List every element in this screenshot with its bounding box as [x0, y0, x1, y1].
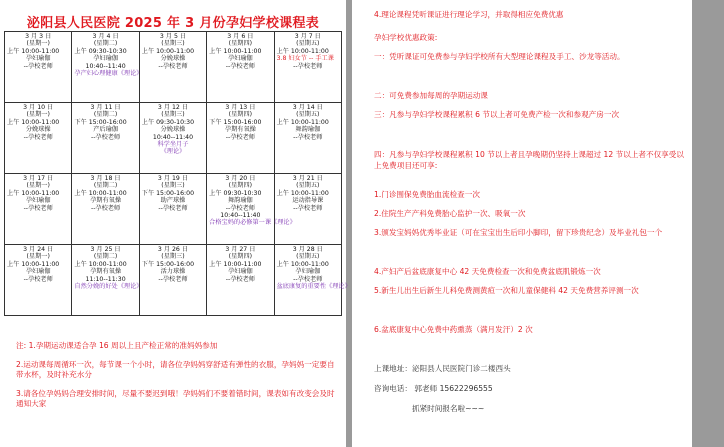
- cell-date: 3 月 25 日: [90, 246, 121, 253]
- cell-date: 3 月 28 日: [292, 246, 323, 253]
- policy-paragraph: 一：凭听课证可免费参与孕妇学校所有大型理论课程及手工、沙龙等活动。: [374, 52, 625, 61]
- class-line: 10:40--11:40: [85, 62, 126, 70]
- policy-paragraph: 二：可免费参加每周的孕期运动课: [374, 91, 488, 100]
- schedule-week-row: [5, 103, 342, 174]
- policy-paragraph: 5.新生儿出生后新生儿科免费测黄疸一次和儿童保健科 42 天免费营养评测一次: [374, 286, 639, 295]
- cell-date: 3 月 3 日: [25, 33, 52, 40]
- cell-weekday: (星期一): [26, 253, 50, 261]
- cell-weekday: (星期二): [93, 111, 118, 119]
- cell-date: 3 月 17 日: [23, 175, 54, 182]
- class-line: 上午 09:30-10:30: [74, 47, 127, 55]
- cell-date: 3 月 27 日: [225, 246, 256, 253]
- schedule-cell: [207, 103, 274, 174]
- schedule-cell: [72, 174, 139, 245]
- class-line: 上午 10:00-11:00: [7, 260, 60, 268]
- class-line: 孕期有氧操: [90, 268, 122, 276]
- policy-paragraph: 1.门诊围保免费胎血流检查一次: [374, 190, 480, 199]
- class-line: 科学坐月子: [157, 141, 189, 149]
- class-line: 下午 15:00-16:00: [141, 260, 195, 268]
- class-line: --孕校老师: [293, 62, 323, 70]
- class-line: 孕妇瑜伽: [25, 55, 51, 63]
- schedule-cell: [5, 32, 72, 103]
- cell-date: 3 月 7 日: [294, 33, 321, 40]
- cell-weekday: (星期二): [93, 253, 118, 261]
- schedule-cell: [72, 32, 143, 103]
- class-line: --孕校老师: [293, 275, 323, 283]
- contact-line: 咨询电话： 郭老师 15622296555: [374, 384, 493, 393]
- class-line: 分娩球操: [160, 55, 186, 63]
- class-line: 上午 10:00-11:00: [276, 260, 329, 268]
- class-line: 自然分娩的好处《理论》: [74, 283, 143, 291]
- cell-date: 3 月 4 日: [92, 33, 119, 40]
- cell-date: 3 月 26 日: [157, 246, 189, 253]
- class-line: 合格宝妈的必修第一课《理论》: [209, 219, 296, 227]
- class-line: --孕校老师: [293, 133, 323, 141]
- policy-paragraph: 三：凡参与孕妇学校课程累积 6 节以上者可免费产检一次和参观产房一次: [374, 110, 620, 119]
- right-page: [352, 0, 692, 447]
- cell-date: 3 月 14 日: [292, 104, 323, 111]
- class-line: 孕妇瑜伽: [25, 197, 51, 205]
- class-line: 舞韵瑜伽: [295, 126, 321, 134]
- cell-date: 3 月 12 日: [157, 104, 189, 111]
- class-line: --孕校老师: [293, 204, 323, 212]
- class-line: 上午 10:00-11:00: [276, 47, 329, 55]
- policy-paragraph: 孕妇学校优惠政策:: [374, 33, 438, 42]
- schedule-cell: [72, 103, 139, 174]
- class-line: --孕校老师: [23, 133, 53, 141]
- class-line: 上午 10:00-11:00: [7, 47, 60, 55]
- class-line: --孕校老师: [23, 62, 53, 70]
- cell-weekday: (星期五): [296, 253, 320, 261]
- cell-date: 3 月 21 日: [292, 175, 323, 182]
- cell-weekday: (星期一): [26, 40, 50, 48]
- class-line: 运动指导课: [292, 197, 324, 205]
- class-line: 分娩球操: [25, 126, 51, 134]
- class-line: --孕校老师: [225, 204, 255, 212]
- cell-weekday: (星期三): [161, 40, 185, 48]
- class-line: --孕校老师: [23, 275, 53, 283]
- class-line: 孕妇瑜伽: [227, 55, 253, 63]
- class-line: 3.8 妇女节 -- 手工课: [276, 55, 334, 63]
- page-title: 泌阳县人民医院 2025 年 3 月份孕妇学校课程表: [26, 16, 320, 31]
- schedule-cell: [139, 174, 206, 245]
- class-line: 孕妇瑜伽: [295, 268, 321, 276]
- class-line: --孕校老师: [158, 204, 188, 212]
- cell-weekday: (星期四): [228, 253, 253, 261]
- schedule-cell: [139, 32, 206, 103]
- class-line: 下午 15:00-16:00: [209, 118, 262, 126]
- schedule-cell: [5, 174, 72, 245]
- class-line: 舞韵瑜伽: [227, 197, 253, 205]
- cell-weekday: (星期三): [161, 182, 185, 190]
- class-line: --孕校老师: [90, 133, 121, 141]
- class-line: 孕妇瑜伽: [25, 268, 51, 276]
- class-line: 10:40--11:40: [220, 212, 261, 220]
- schedule-cell: [274, 32, 341, 103]
- cell-weekday: (星期四): [228, 182, 253, 190]
- class-line: 孕妇瑜伽: [93, 55, 118, 63]
- cell-date: 3 月 6 日: [227, 33, 254, 40]
- schedule-week-row: [5, 174, 342, 245]
- class-line: --孕校老师: [158, 62, 188, 70]
- schedule-cell: [207, 32, 274, 103]
- cell-date: 3 月 18 日: [90, 175, 121, 182]
- class-line: 10:40--11:40: [152, 133, 194, 141]
- schedule-cell: [274, 174, 341, 245]
- class-line: 上午 10:00-11:00: [141, 47, 195, 55]
- class-line: --孕校老师: [23, 204, 53, 212]
- class-line: 《理论》: [160, 148, 186, 156]
- class-line: 上午 10:00-11:00: [276, 189, 329, 197]
- class-line: 孕期有氧操: [90, 197, 122, 205]
- class-line: 上午 10:00-11:00: [74, 260, 127, 268]
- contact-line: 抓紧时间报名啦~~~: [412, 404, 485, 413]
- class-line: 上午 10:00-11:00: [7, 118, 60, 126]
- notes-section: [16, 341, 336, 418]
- class-line: 产后瑜伽: [93, 126, 118, 134]
- cell-weekday: (星期二): [93, 40, 118, 48]
- cell-date: 3 月 24 日: [23, 246, 54, 253]
- policy-paragraph: 4.产妇产后盆底康复中心 42 天免费检查一次和免费盆底肌锻炼一次: [374, 267, 601, 276]
- contact-line: 上课地址：泌阳县人民医院门诊二楼西头: [374, 364, 511, 373]
- cell-weekday: (星期五): [296, 40, 320, 48]
- cell-weekday: (星期四): [228, 111, 253, 119]
- schedule-cell: [274, 245, 351, 316]
- policy-paragraph: 3.颁发宝妈妈优秀毕业证（可在宝宝出生后印小脚印，留下珍贵纪念）及毕业礼包一个: [374, 228, 663, 237]
- class-line: 上午 10:00-11:00: [209, 260, 262, 268]
- class-line: 上午 10:00-11:00: [74, 189, 127, 197]
- cell-weekday: (星期三): [161, 111, 185, 119]
- schedule-cell: [72, 245, 143, 316]
- class-line: --孕校老师: [90, 204, 121, 212]
- class-line: 上午 09:30-10:30: [141, 118, 195, 126]
- cell-weekday: (星期一): [26, 182, 50, 190]
- class-line: --孕校老师: [158, 275, 188, 283]
- policy-paragraph: 4.理论课程凭听课证进行理论学习，并取得相应免费优惠: [374, 10, 564, 19]
- left-page: [0, 0, 351, 447]
- class-line: 上午 10:00-11:00: [7, 189, 60, 197]
- class-line: --孕校老师: [225, 133, 255, 141]
- class-line: 上午 10:00-11:00: [276, 118, 329, 126]
- schedule-week-row: [5, 245, 342, 316]
- policy-paragraph: 6.盆底康复中心免费中药熏蒸（满月发汗）2 次: [374, 325, 533, 334]
- class-line: 分娩球操: [160, 126, 186, 134]
- class-line: 下午 15:00-16:00: [141, 189, 195, 197]
- schedule-cell: [207, 174, 296, 245]
- schedule-cell: [139, 103, 206, 174]
- class-line: 下午 15:00-16:00: [74, 118, 127, 126]
- cell-weekday: (星期二): [93, 182, 118, 190]
- schedule-cell: [139, 245, 206, 316]
- cell-weekday: (星期三): [161, 253, 185, 261]
- policy-paragraph: 四：凡参与孕妇学校课程累积 10 节以上者且孕晚期仍坚持上课超过 12 节以上者不仅享受以上免费项目还可享:: [374, 150, 684, 170]
- cell-date: 3 月 10 日: [23, 104, 54, 111]
- class-line: 孕期有氧操: [224, 126, 256, 134]
- cell-weekday: (星期四): [228, 40, 253, 48]
- schedule-table: [4, 31, 351, 316]
- note-item: 2.运动课每周循环一次，每节课一个小时，请各位孕妈妈穿舒适有弹性的衣服，孕妈妈一定要自带水杯，及时补充水分: [16, 360, 335, 379]
- policy-paragraph: 2.住院生产产科免费胎心监护一次、吸氧一次: [374, 209, 526, 218]
- class-line: 11:10--11:30: [85, 275, 126, 283]
- cell-weekday: (星期五): [296, 182, 320, 190]
- cell-date: 3 月 13 日: [225, 104, 256, 111]
- schedule-week-row: [5, 32, 342, 103]
- class-line: 孕妇瑜伽: [227, 268, 253, 276]
- cell-date: 3 月 20 日: [225, 175, 256, 182]
- schedule-cell: [5, 245, 72, 316]
- schedule-cell: [274, 103, 341, 174]
- cell-weekday: (星期五): [296, 111, 320, 119]
- schedule-cell: [207, 245, 274, 316]
- schedule-cell: [5, 103, 72, 174]
- cell-date: 3 月 19 日: [157, 175, 189, 182]
- class-line: 盆底康复的重要性《理论》: [276, 283, 351, 291]
- note-item: 注: 1.孕期运动课适合孕 16 周以上且产检正常的准妈妈参加: [16, 341, 218, 350]
- cell-date: 3 月 5 日: [159, 33, 187, 40]
- class-line: 活力球操: [160, 268, 186, 276]
- class-line: --孕校老师: [225, 62, 255, 70]
- class-line: 助产球操: [160, 197, 186, 205]
- class-line: --孕校老师: [225, 275, 255, 283]
- class-line: 孕产妇心理健康《理论》: [74, 70, 143, 78]
- cell-date: 3 月 11 日: [90, 104, 121, 111]
- class-line: 上午 10:00-11:00: [209, 47, 262, 55]
- class-line: 上午 09:30-10:30: [209, 189, 262, 197]
- cell-weekday: (星期一): [26, 111, 50, 119]
- note-item: 3.请各位孕妈妈合理安排时间，尽量不要迟到哦！孕妈妈们不要着错时间，课表如有改变会及时通知大家: [16, 389, 335, 408]
